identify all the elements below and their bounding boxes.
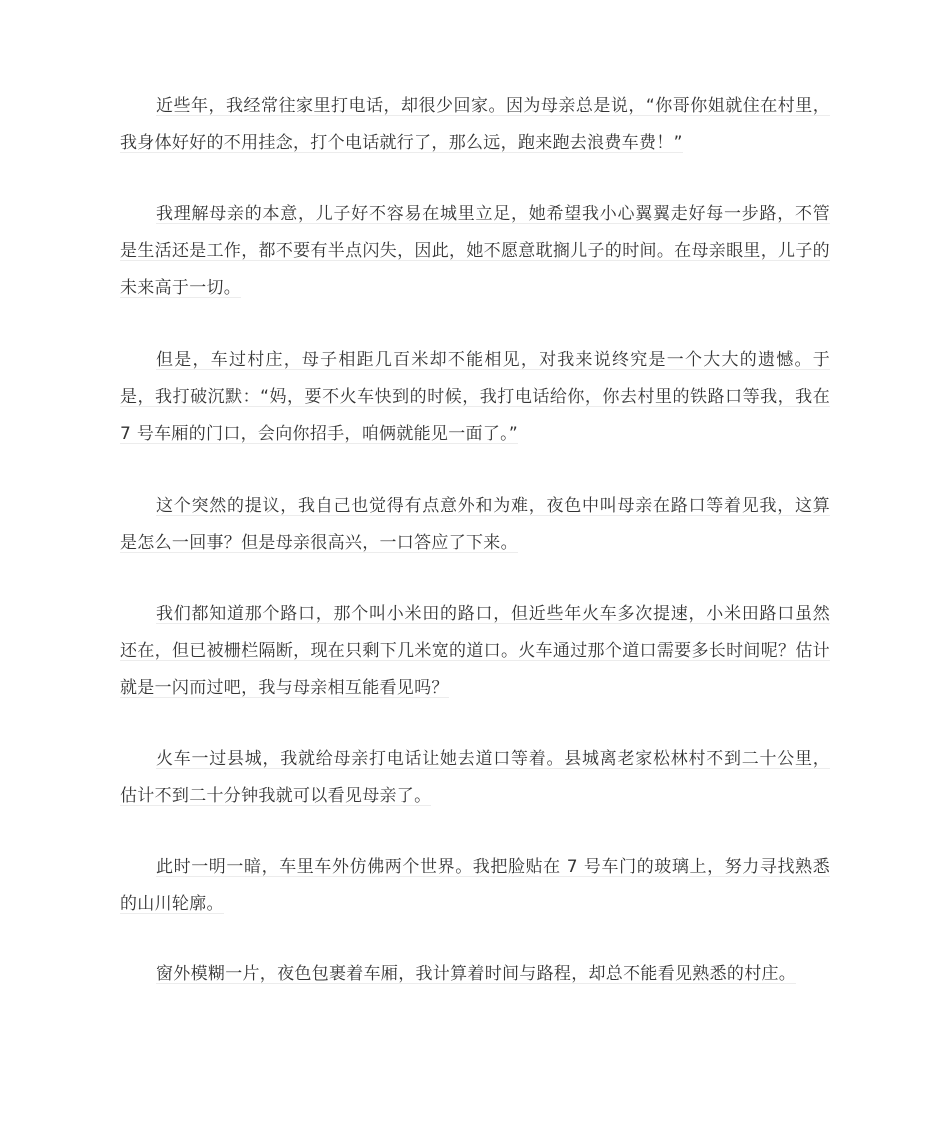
paragraph-1-text: 近些年，我经常往家里打电话，却很少回家。因为母亲总是说，“你哥你姐就住在村里，我身体好好的不用挂念，打个电话就行了，那么远，跑来跑去浪费车费！” [120, 96, 830, 153]
paragraph-3-text: 但是，车过村庄，母子相距几百米却不能相见，对我来说终究是一个大大的遗憾。于是，我打破沉默：“妈，要不火车快到的时候，我打电话给你，你去村里的铁路口等我，我在 7 号车厢的门口，会向你招手，咱俩就能见一面了。” [120, 350, 830, 444]
paragraph-2 [120, 196, 830, 307]
paragraph-8-text: 窗外模糊一片，夜色包裹着车厢，我计算着时间与路程，却总不能看见熟悉的村庄。 [156, 964, 797, 984]
paragraph-7 [120, 849, 830, 923]
paragraph-8 [120, 956, 830, 993]
paragraph-1 [120, 88, 830, 162]
paragraph-4-text: 这个突然的提议，我自己也觉得有点意外和为难，夜色中叫母亲在路口等着见我，这算是怎么一回事？但是母亲很高兴，一口答应了下来。 [120, 496, 830, 553]
paragraph-7-text: 此时一明一暗，车里车外仿佛两个世界。我把脸贴在 7 号车门的玻璃上，努力寻找熟悉的山川轮廓。 [120, 857, 830, 914]
paragraph-6-text: 火车一过县城，我就给母亲打电话让她去道口等着。县城离老家松林村不到二十公里，估计不到二十分钟我就可以看见母亲了。 [120, 749, 830, 806]
paragraph-4 [120, 488, 830, 562]
paragraph-6 [120, 741, 830, 815]
paragraph-3 [120, 342, 830, 453]
paragraph-5 [120, 596, 830, 707]
paragraph-5-text: 我们都知道那个路口，那个叫小米田的路口，但近些年火车多次提速，小米田路口虽然还在，但已被栅栏隔断，现在只剩下几米宽的道口。火车通过那个道口需要多长时间呢？估计就是一闪而过吧，我与母亲相互能看见吗？ [120, 604, 830, 698]
paragraph-2-text: 我理解母亲的本意，儿子好不容易在城里立足，她希望我小心翼翼走好每一步路，不管是生活还是工作，都不要有半点闪失，因此，她不愿意耽搁儿子的时间。在母亲眼里，儿子的未来高于一切。 [120, 204, 830, 298]
